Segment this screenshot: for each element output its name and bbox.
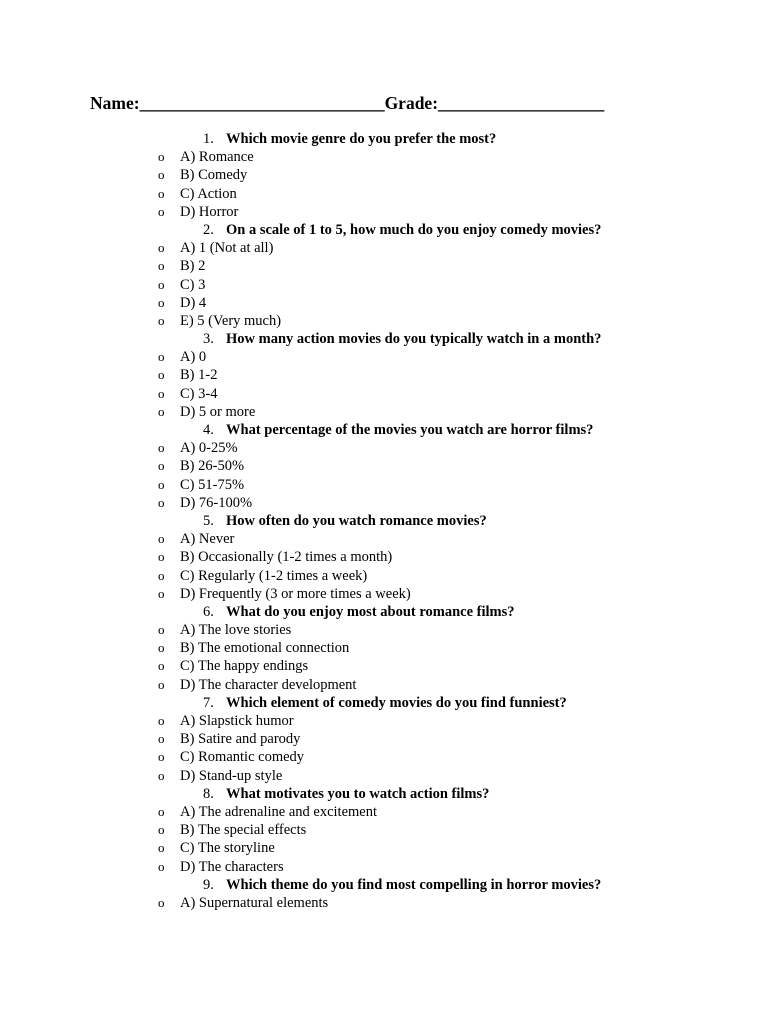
answer-option <box>0 257 768 275</box>
answer-option-text: E) 5 (Very much) <box>180 312 282 329</box>
answer-option-text: B) The emotional connection <box>180 640 350 657</box>
bullet-circle-icon: o <box>158 622 165 638</box>
question-number: 2. <box>203 221 214 238</box>
bullet-circle-icon: o <box>158 640 165 656</box>
bullet-circle-icon: o <box>158 585 165 601</box>
answer-option <box>0 730 768 748</box>
question-number: 9. <box>203 876 214 893</box>
bullet-circle-icon: o <box>158 258 165 274</box>
name-blank: ____________________________ <box>139 93 385 113</box>
question-text: How often do you watch romance movies? <box>226 512 487 529</box>
bullet-circle-icon: o <box>158 185 165 201</box>
bullet-circle-icon: o <box>158 822 165 838</box>
answer-option <box>0 858 768 876</box>
question-text: Which theme do you find most compelling in horror movies? <box>226 876 602 893</box>
answer-option-text: B) Occasionally (1-2 times a month) <box>180 549 393 566</box>
bullet-circle-icon: o <box>158 476 165 492</box>
answer-option-text: C) Action <box>180 185 237 202</box>
bullet-circle-icon: o <box>158 676 165 692</box>
answer-option-text: C) Regularly (1-2 times a week) <box>180 567 368 584</box>
answer-option <box>0 476 768 494</box>
answer-option-text: B) Comedy <box>180 167 248 184</box>
question-4 <box>0 421 768 439</box>
answer-option-text: C) Romantic comedy <box>180 749 305 766</box>
answer-option-text: A) The love stories <box>180 622 292 639</box>
bullet-circle-icon: o <box>158 240 165 256</box>
bullet-circle-icon: o <box>158 312 165 328</box>
answer-option-text: D) The character development <box>180 676 357 693</box>
bullet-circle-icon: o <box>158 531 165 547</box>
answer-option-text: A) 1 (Not at all) <box>180 240 274 257</box>
answer-option-text: C) The storyline <box>180 840 275 857</box>
name-label: Name: <box>90 93 140 113</box>
question-number: 6. <box>203 603 214 620</box>
answer-option <box>0 821 768 839</box>
bullet-circle-icon: o <box>158 458 165 474</box>
answer-option-text: B) 26-50% <box>180 458 245 475</box>
question-number: 4. <box>203 422 214 438</box>
bullet-circle-icon: o <box>158 203 165 219</box>
question-3 <box>0 330 768 348</box>
name-grade-header <box>90 92 604 114</box>
bullet-circle-icon: o <box>158 767 165 783</box>
answer-option <box>0 767 768 785</box>
answer-option <box>0 185 768 203</box>
answer-option <box>0 530 768 548</box>
bullet-circle-icon: o <box>158 494 165 510</box>
answer-option-text: B) 2 <box>180 258 206 275</box>
answer-option-text: D) Horror <box>180 203 239 220</box>
bullet-circle-icon: o <box>158 658 165 674</box>
bullet-circle-icon: o <box>158 167 165 183</box>
question-text: What do you enjoy most about romance films? <box>226 603 515 620</box>
grade-label: Grade: <box>384 93 439 113</box>
answer-option <box>0 203 768 221</box>
bullet-circle-icon: o <box>158 567 165 583</box>
bullet-circle-icon: o <box>158 294 165 310</box>
bullet-circle-icon: o <box>158 440 165 456</box>
answer-option-text: D) 4 <box>180 294 207 311</box>
answer-option <box>0 312 768 330</box>
bullet-circle-icon: o <box>158 367 165 383</box>
answer-option-text: D) The characters <box>180 858 284 875</box>
answer-option-text: D) 5 or more <box>180 403 256 420</box>
answer-option-text: D) 76-100% <box>180 494 253 511</box>
bullet-circle-icon: o <box>158 549 165 565</box>
question-text: What motivates you to watch action films? <box>226 785 490 802</box>
answer-option <box>0 676 768 694</box>
bullet-circle-icon: o <box>158 731 165 747</box>
question-5 <box>0 512 768 530</box>
bullet-circle-icon: o <box>158 403 165 419</box>
answer-option <box>0 276 768 294</box>
bullet-circle-icon: o <box>158 149 165 165</box>
answer-option <box>0 621 768 639</box>
question-number: 1. <box>203 131 214 147</box>
question-text: Which movie genre do you prefer the most? <box>226 131 497 147</box>
answer-option <box>0 403 768 421</box>
answer-option <box>0 385 768 403</box>
answer-option-text: B) The special effects <box>180 822 307 839</box>
bullet-circle-icon: o <box>158 840 165 856</box>
question-1 <box>0 130 768 148</box>
answer-option-text: D) Stand-up style <box>180 767 283 784</box>
answer-option <box>0 639 768 657</box>
bullet-circle-icon: o <box>158 276 165 292</box>
answer-option <box>0 148 768 166</box>
question-number: 8. <box>203 785 214 802</box>
answer-option <box>0 585 768 603</box>
question-2 <box>0 221 768 239</box>
answer-option-text: A) Romance <box>180 149 254 166</box>
question-text: Which element of comedy movies do you find funniest? <box>226 694 567 711</box>
bullet-circle-icon: o <box>158 713 165 728</box>
answer-option-text: A) The adrenaline and excitement <box>180 803 378 820</box>
grade-blank: ___________________ <box>438 93 605 113</box>
answer-option-text: C) 51-75% <box>180 476 245 493</box>
answer-option <box>0 294 768 312</box>
question-text: How many action movies do you typically watch in a month? <box>226 331 602 348</box>
question-text: On a scale of 1 to 5, how much do you enjoy comedy movies? <box>226 221 602 238</box>
answer-option-text: C) 3 <box>180 276 206 293</box>
answer-option-text: A) Never <box>180 531 235 548</box>
question-number: 3. <box>203 331 214 348</box>
bullet-circle-icon: o <box>158 858 165 874</box>
answer-option <box>0 657 768 675</box>
answer-option-text: B) Satire and parody <box>180 731 301 748</box>
answer-option <box>0 894 768 912</box>
answer-option <box>0 748 768 766</box>
answer-option-text: A) Supernatural elements <box>180 894 329 911</box>
answer-option <box>0 712 768 730</box>
answer-option-text: A) 0-25% <box>180 440 238 457</box>
answer-option <box>0 548 768 566</box>
answer-option-text: C) 3-4 <box>180 385 218 402</box>
answer-option <box>0 366 768 384</box>
answer-option <box>0 239 768 257</box>
question-number: 7. <box>203 694 214 711</box>
answer-option <box>0 839 768 857</box>
bullet-circle-icon: o <box>158 894 165 910</box>
answer-option-text: A) 0 <box>180 349 207 366</box>
question-6 <box>0 603 768 621</box>
answer-option-text: B) 1-2 <box>180 367 218 384</box>
question-9 <box>0 876 768 894</box>
answer-option-text: C) The happy endings <box>180 658 309 675</box>
answer-option <box>0 439 768 457</box>
answer-option <box>0 457 768 475</box>
question-text: What percentage of the movies you watch are horror films? <box>226 422 594 438</box>
answer-option <box>0 803 768 821</box>
answer-option <box>0 348 768 366</box>
bullet-circle-icon: o <box>158 749 165 765</box>
survey-questions <box>0 130 768 912</box>
answer-option <box>0 166 768 184</box>
question-8 <box>0 785 768 803</box>
bullet-circle-icon: o <box>158 803 165 819</box>
bullet-circle-icon: o <box>158 385 165 401</box>
bullet-circle-icon: o <box>158 349 165 365</box>
question-number: 5. <box>203 512 214 529</box>
answer-option-text: A) Slapstick humor <box>180 713 294 729</box>
answer-option-text: D) Frequently (3 or more times a week) <box>180 585 411 602</box>
answer-option <box>0 567 768 585</box>
answer-option <box>0 494 768 512</box>
question-7 <box>0 694 768 712</box>
